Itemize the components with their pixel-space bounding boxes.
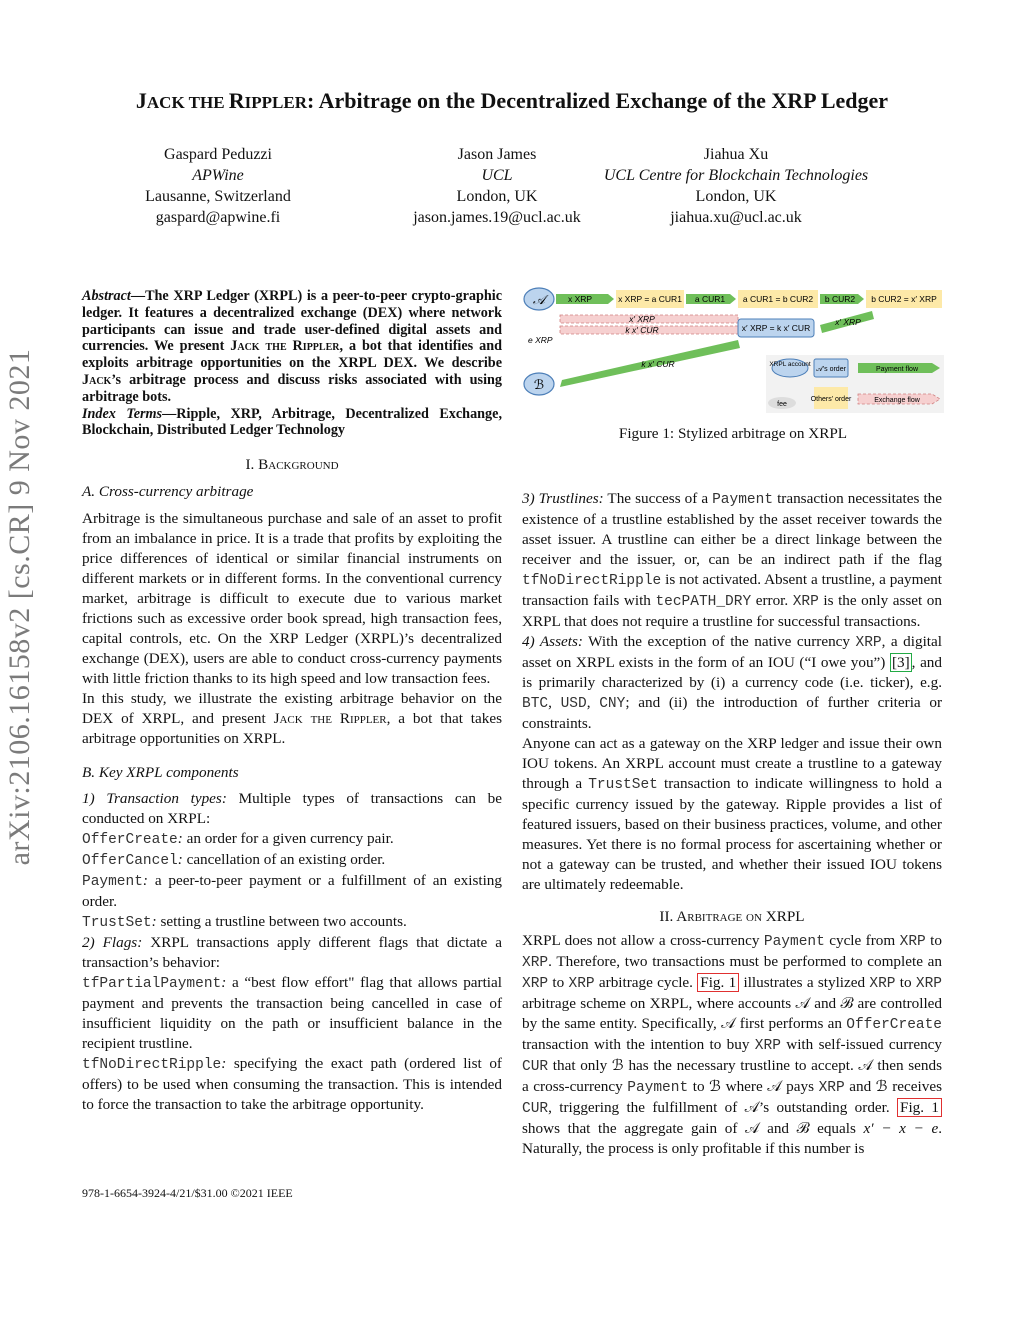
figure-link[interactable]: Fig. 1 <box>697 973 739 992</box>
text: XRPL does not allow a cross-currency <box>522 932 764 949</box>
text: XRPL transactions apply different flags that dictate a transaction’s behavior: <box>82 934 502 971</box>
code: tfNoDirectRipple <box>82 1057 222 1073</box>
text: illustrates a stylized <box>739 974 870 991</box>
code: TrustSet <box>82 915 152 931</box>
legend-label: Others’ order <box>810 396 852 403</box>
figure-caption: Figure 1: Stylized arbitrage on XRPL <box>618 425 848 442</box>
node-a-label: 𝒜 <box>532 292 546 307</box>
abstract-text: ’s arbitrage process and discuss risks associated with using arbitrage bots. <box>82 371 502 405</box>
legend-label <box>769 361 811 368</box>
code: XRP <box>792 594 819 610</box>
text: . Naturally, the process is only profitable if this number is <box>522 1120 942 1157</box>
subsection-heading: B. Key XRPL components <box>82 764 239 781</box>
text: is the only asset on XRPL that does not require a trustline for successful transactions. <box>522 592 942 630</box>
text: , triggering the fulfillment of 𝒜’s outstanding order. <box>548 1099 898 1116</box>
text: arbitrage cycle. <box>594 974 698 991</box>
text: Payment <box>763 934 825 950</box>
author-affiliation: UCL Centre for Blockchain Technologies <box>603 167 869 184</box>
text: CUR <box>522 1101 549 1117</box>
text: and ℬ receives <box>844 1078 942 1095</box>
subsection-heading: A. Cross-currency arbitrage <box>82 483 254 500</box>
text: that only ℬ has the necessary trustline to accept. 𝒜 then sends a cross-currency <box>522 1057 942 1095</box>
text: transaction with the intention to buy <box>522 1036 755 1053</box>
text: XRP <box>754 1038 781 1054</box>
legend-label: fee <box>777 401 787 408</box>
abstract-text: Jack the Rippler <box>230 338 340 355</box>
paper-title <box>0 88 1024 114</box>
citation-link[interactable]: [3] <box>891 654 910 671</box>
title-part: J <box>135 88 147 113</box>
exchange-label: k x′ CUR <box>625 325 659 335</box>
author-email[interactable]: jason.james.19@ucl.ac.uk <box>413 209 581 226</box>
text: Anyone can act as a gateway on the XRP ledger and issue their own IOU tokens. An XRPL account must create a trustline to a gateway through a <box>522 735 942 792</box>
code: USD <box>560 696 587 712</box>
code: OfferCancel <box>82 853 178 869</box>
paragraph <box>522 931 942 1159</box>
list-item: Payment: a peer-to-peer payment or a fulfillment of an existing order. <box>82 872 502 910</box>
text: cycle from <box>824 932 900 949</box>
list-item: tfNoDirectRipple: specifying the exact path (ordered list of offers) to be used when consuming the transaction. This is intended to force the transaction to take the arbitrage opportunity. <box>82 1055 502 1113</box>
code: OfferCreate <box>82 832 178 848</box>
text: cancellation of an existing order. <box>182 851 386 868</box>
code: tecPATH_DRY <box>655 594 752 610</box>
text: Multiple types of transactions can be conducted on XRPL: <box>82 790 502 827</box>
flow-label: x XRP <box>567 294 593 304</box>
list-item: tfPartialPayment: a “best flow effort" flag that allows partial payment and prevents the transaction being cancelled in case of insufficient liquidity on the path or insufficient balance in the recipient trustline. <box>82 974 502 1052</box>
author-name: Jason James <box>457 146 537 163</box>
figure-link[interactable]: Fig. 1 <box>897 1098 942 1117</box>
text: XRP <box>568 976 595 992</box>
text: XRP <box>522 955 549 971</box>
text: XRP <box>869 976 896 992</box>
text: transaction to indicate willingness to hold a specific currency issued by the gateway. Ripple provides a list of featured issuers, based on their business practices, volume, and other measures. Yet there is no formal process for ascertaining whether or not a gateway can be trusted, and whether their issued IOU tokens are ultimately redeemable. <box>522 775 942 893</box>
abstract <box>82 288 502 439</box>
para-heading: 4) Assets: <box>522 633 583 650</box>
text: Jack the Rippler <box>273 710 387 727</box>
list-item: TrustSet: setting a trustline between two accounts. <box>82 913 407 931</box>
text: With the exception of the native currency <box>582 633 856 650</box>
text: to <box>548 974 569 991</box>
section-heading: I. Background <box>245 456 339 473</box>
order-label: x′ XRP = k x′ CUR <box>741 323 811 333</box>
text: The success of a <box>603 490 713 507</box>
legend-label: Payment flow <box>875 366 919 373</box>
right-column <box>522 489 942 1159</box>
copyright-footer: 978-1-6654-3924-4/21/$31.00 ©2021 IEEE <box>82 1186 293 1200</box>
author-block <box>576 144 896 228</box>
abstract-text: Jack <box>82 371 112 388</box>
text: with self-issued currency <box>780 1036 942 1053</box>
text: to <box>925 932 942 949</box>
abstract-label: Abstract <box>82 288 131 304</box>
text: XRP <box>899 934 926 950</box>
text: , <box>586 694 600 711</box>
code: TrustSet <box>588 777 658 793</box>
math-expression: x′ − x − e <box>863 1120 939 1137</box>
code: tfNoDirectRipple <box>522 573 662 589</box>
code: BTC <box>522 696 549 712</box>
code: CNY <box>599 696 626 712</box>
paragraph <box>82 789 502 829</box>
title-part: : Arbitrage on the Decentralized Exchange of the XRP Ledger <box>307 88 889 113</box>
code: tfPartialPayment <box>82 976 222 992</box>
list-item: OfferCancel: cancellation of an existing order. <box>82 851 386 869</box>
text: setting a trustline between two accounts. <box>156 913 407 930</box>
author-location: London, UK <box>456 188 538 205</box>
text: arbitrage scheme on XRPL, where accounts 𝒜 and ℬ are controlled by the same entity. Specifically, 𝒜 first performs an <box>522 995 942 1032</box>
code: XRP <box>855 635 882 651</box>
text: shows that the aggregate gain of 𝒜 and ℬ equals <box>522 1120 864 1137</box>
author-email[interactable]: gaspard@apwine.fi <box>155 209 281 226</box>
paragraph <box>82 933 502 973</box>
text: XRP <box>915 976 942 992</box>
code: Payment <box>712 492 774 508</box>
para-heading: 1) Transaction types: <box>82 790 227 807</box>
arbitrage-diagram <box>522 285 944 415</box>
flow-label: a CUR1 <box>694 294 726 304</box>
text: OfferCreate <box>846 1017 942 1033</box>
author-location: Lausanne, Switzerland <box>145 188 291 205</box>
exchange-label: x′ XRP <box>629 314 655 324</box>
text: , a digital asset on XRPL exists in the form of an IOU (“I owe you”) <box>522 633 942 671</box>
flow-label: x′ XRP <box>835 317 861 327</box>
paragraph <box>82 689 502 749</box>
code: Payment <box>82 874 143 890</box>
author-location: London, UK <box>695 188 777 205</box>
text: XRP <box>818 1080 845 1096</box>
text: transaction necessitates the existence of a trustline established by the asset receiver towards the asset issuer. A trustline can either be a direct linkage between the receiver and the issuer, or, can be an indirect path if the flag <box>522 490 942 568</box>
text: a peer-to-peer payment or a fulfillment of an existing order. <box>82 872 502 910</box>
title-part: IPPLER <box>244 93 308 112</box>
text: ; and (ii) the introduction of further criteria or constraints. <box>522 694 943 732</box>
index-terms-label: Index Terms <box>82 405 163 422</box>
left-column <box>82 509 502 1115</box>
paragraph <box>522 734 942 895</box>
text: a “best flow effort" flag that allows partial payment and prevents the transaction being cancelled in case of insufficient liquidity on the path or insufficient balance in the recipient trustline. <box>82 974 502 1052</box>
text: is not activated. Absent a trustline, a payment transaction fails with <box>522 571 942 609</box>
figure-1 <box>522 285 944 415</box>
flow-label: b CUR2 <box>824 294 856 304</box>
text: CUR <box>522 1059 549 1075</box>
author-email[interactable]: jiahua.xu@ucl.ac.uk <box>670 209 802 226</box>
text: , a bot that takes arbitrage opportunities on XRPL. <box>82 710 502 747</box>
order-label: b CUR2 = x′ XRP <box>871 294 937 304</box>
author-name: Jiahua Xu <box>703 146 769 163</box>
text: . Therefore, two transactions must be performed to complete an <box>548 953 942 970</box>
text: , <box>548 694 561 711</box>
text: to <box>895 974 916 991</box>
text: to ℬ where 𝒜 pays <box>688 1078 819 1095</box>
fee-label: e XRP <box>528 335 553 345</box>
flow-label: k x′ CUR <box>641 359 675 369</box>
text: XRP <box>522 976 549 992</box>
text: In this study, we illustrate the existing arbitrage behavior on the DEX of XRPL, and present <box>82 690 502 727</box>
para-heading: 2) Flags: <box>82 934 143 951</box>
order-label: a CUR1 = b CUR2 <box>742 294 814 304</box>
abstract-text: , a bot that identifies and exploits arbitrage opportunities on the XRPL DEX. We describe <box>82 338 502 372</box>
order-label: x XRP = a CUR1 <box>618 294 682 304</box>
list-item: OfferCreate: an order for a given currency pair. <box>82 830 394 848</box>
arxiv-stamp: arXiv:2106.16158v2 [cs.CR] 9 Nov 2021 <box>3 348 36 866</box>
abstract-text: —The XRP Ledger (XRPL) is a peer-to-peer crypto-graphic ledger. It features a decentralized exchange (DEX) where network participants can issue and trade user-defined digital assets and currencies. We present <box>82 288 502 355</box>
author-name: Gaspard Peduzzi <box>164 146 272 163</box>
text: specifying the exact path (ordered list of offers) to be used when consuming the transaction. This is intended to force the transaction to take the arbitrage opportunity. <box>82 1055 502 1113</box>
text: XRPL account <box>769 361 811 368</box>
title-part: ACK THE <box>146 93 229 112</box>
paragraph: Arbitrage is the simultaneous purchase and sale of an asset to profit from an imbalance in price. It is a trade that profits by exploiting the price differences of identical or similar financial instruments on different markets or in different forms. In the conventional currency market, arbitrage is difficult to execute due to various market frictions such as excessive order book spread, high transaction fees, capital controls, etc. On the XRP Ledger (XRPL)’s decentralized exchange (DEX), users are able to conduct cross-currency payments with little friction thanks to its high speed and low transaction fees. <box>82 510 502 687</box>
text: Payment <box>627 1080 689 1096</box>
section-heading: II. Arbitrage on XRPL <box>659 908 805 925</box>
text: error. <box>751 592 793 609</box>
paragraph <box>522 632 942 734</box>
legend-label: 𝒜’s order <box>816 366 846 373</box>
author-affiliation: APWine <box>192 167 244 184</box>
author-block <box>78 144 358 228</box>
para-heading: 3) Trustlines: <box>522 490 604 507</box>
node-b-label: ℬ <box>533 377 545 392</box>
text: an order for a given currency pair. <box>182 830 394 847</box>
index-terms: —Ripple, XRP, Arbitrage, Decentralized Exchange, Blockchain, Distributed Ledger Technology <box>82 405 502 439</box>
title-part: R <box>228 88 245 113</box>
text: , and is primarily characterized by (i) a currency code (i.e. ticker), e.g. <box>522 654 942 691</box>
paragraph <box>522 489 942 632</box>
legend-label: Exchange flow <box>874 397 920 404</box>
author-affiliation: UCL <box>481 167 513 184</box>
